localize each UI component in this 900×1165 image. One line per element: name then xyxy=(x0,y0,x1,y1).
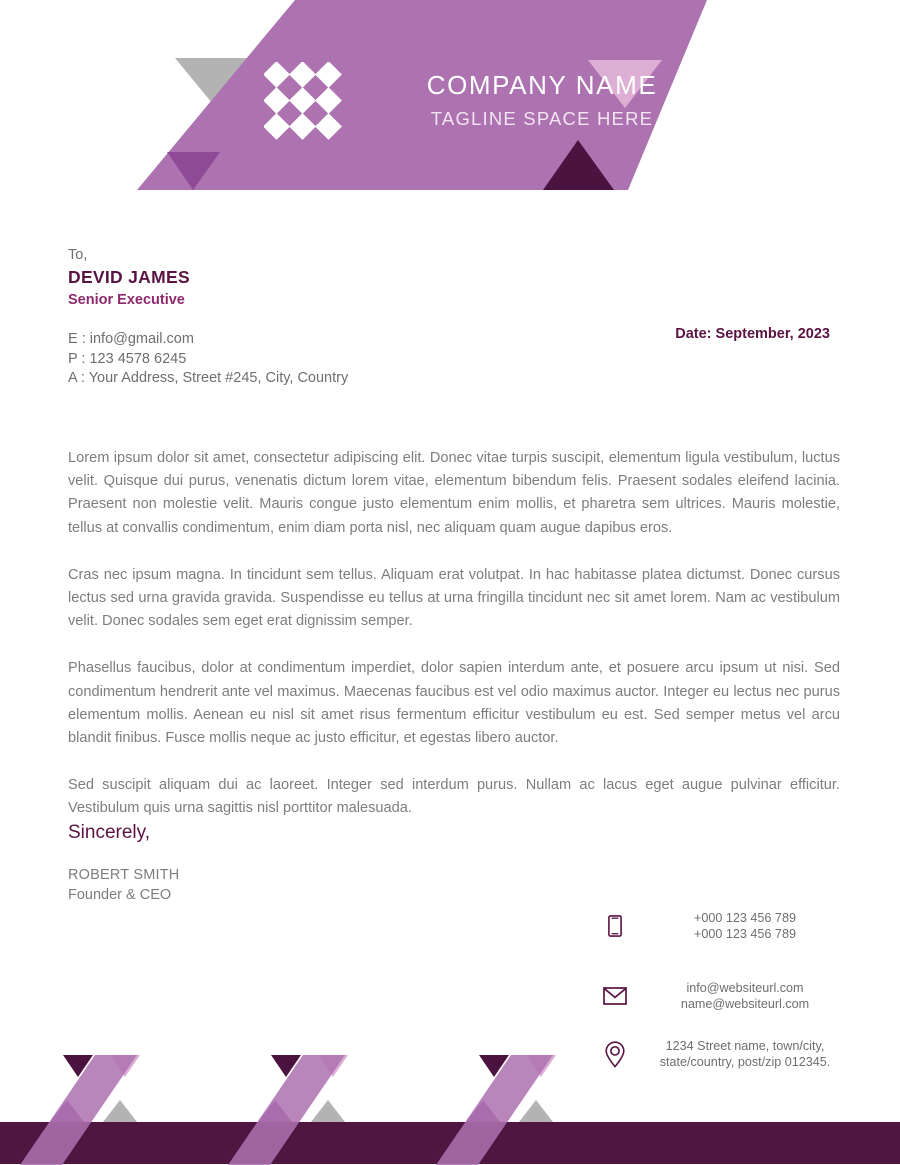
signature-name: ROBERT SMITH xyxy=(68,867,180,883)
diamond-grid-logo-icon xyxy=(264,62,346,144)
mobile-phone-icon xyxy=(602,911,628,941)
recipient-name: DEVID JAMES xyxy=(68,267,190,287)
contact-phone-line-2: +000 123 456 789 xyxy=(694,927,796,942)
recipient-phone-line: P : 123 4578 6245 xyxy=(68,350,187,367)
contact-phone-block xyxy=(602,910,852,943)
contact-email-line-2: name@websiteurl.com xyxy=(680,997,810,1012)
contact-email-lines xyxy=(638,980,852,1013)
recipient-contact-details xyxy=(68,330,348,389)
date-label: Date: September, 2023 xyxy=(675,326,830,342)
signature-title: Founder & CEO xyxy=(68,887,172,903)
recipient-email-line: E : info@gmail.com xyxy=(68,331,194,347)
letterhead-header xyxy=(0,0,900,200)
letterhead-footer xyxy=(0,1050,900,1165)
envelope-icon xyxy=(602,981,628,1011)
contact-email-line-1: info@websiteurl.com xyxy=(686,981,804,995)
recipient-role: Senior Executive xyxy=(68,292,185,308)
recipient-address-line: A : Your Address, Street #245, City, Country xyxy=(68,370,349,387)
letter-body xyxy=(68,447,840,821)
header-text-group xyxy=(342,70,742,131)
contact-address-line-2: state/country, post/zip 012345. xyxy=(659,1055,831,1070)
body-paragraph: Cras nec ipsum magna. In tincidunt sem tellus. Aliquam erat volutpat. In hac habitasse platea dictumst. Donec cursus lectus sed urna gravida gravida. Suspendisse eu tellus at urna fringilla tincidunt nec sit amet lorem. Nam ac vestibulum velit. Donec sodales sem eget erat dignissim semper. xyxy=(68,566,840,630)
recipient-to-label: To, xyxy=(68,247,88,263)
signature-closing: Sincerely, xyxy=(68,822,151,843)
contact-phone-lines xyxy=(638,910,852,943)
contact-phone-line-1: +000 123 456 789 xyxy=(694,911,796,925)
contact-email-block xyxy=(602,980,852,1013)
signature-block xyxy=(68,820,179,905)
company-name: COMPANY NAME xyxy=(426,70,658,100)
body-paragraph: Phasellus faucibus, dolor at condimentum imperdiet, dolor sapien interdum ante, et posuere arcu ipsum ut nisi. Sed condimentum hendrerit ante vel maximus. Maecenas faucibus est vel odio maximus auctor. Integer eu lectus nec purus elementum mollis. Aenean eu nisl sit amet risus fermentum efficitur vestibulum eu est. Sed semper metus vel arcu blandit finibus. Fusce mollis neque ac justo efficitur, et egestas libero auctor. xyxy=(68,660,840,747)
company-tagline: TAGLINE SPACE HERE xyxy=(430,108,654,129)
footer-graphic-shapes xyxy=(0,1050,900,1165)
contact-address-line-1: 1234 Street name, town/city, xyxy=(665,1039,825,1053)
contact-row xyxy=(602,910,852,943)
contact-row xyxy=(602,980,852,1013)
body-paragraph: Sed suscipit aliquam dui ac laoreet. Integer sed interdum purus. Nullam ac lacus eget augue pulvinar efficitur. Vestibulum quis urna sagittis nisl porttitor malesuada. xyxy=(68,777,840,817)
recipient-block xyxy=(68,245,348,389)
body-paragraph: Lorem ipsum dolor sit amet, consectetur adipiscing elit. Donec vitae turpis suscipit, elementum ligula vestibulum, luctus velit. Quisque dui purus, venenatis dictum lorem vitae, elementum bibendum felis. Praesent sodales eleifend lacinia. Praesent non molestie velit. Mauris congue justo elementum enim mollis, et pharetra sem ultrices. Mauris molestie, tellus at convallis condimentum, enim diam porta nisl, nec aliquam quam augue dapibus eros. xyxy=(68,450,840,536)
